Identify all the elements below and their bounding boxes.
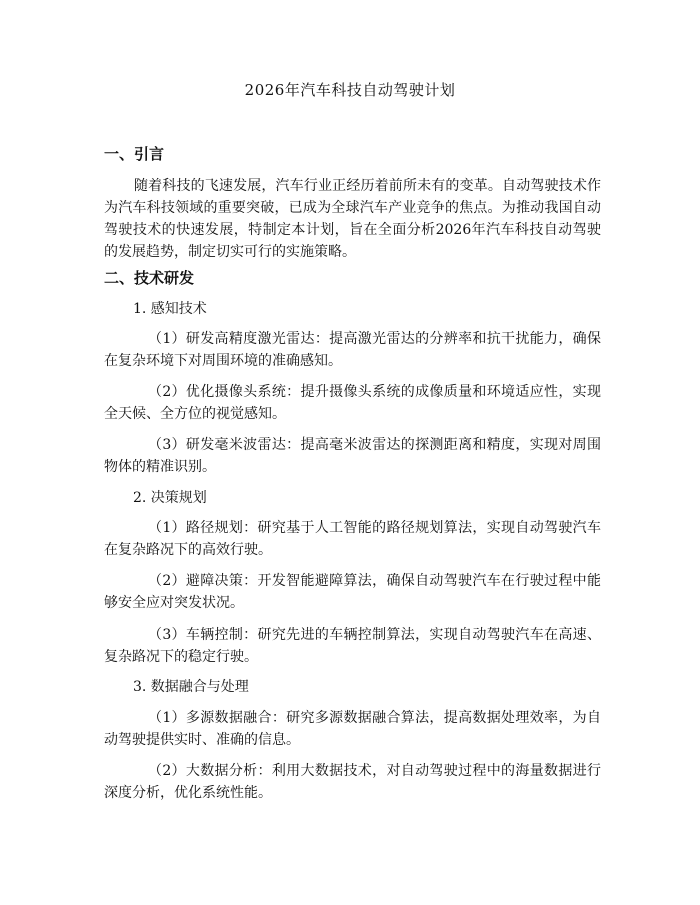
section-heading-tech-rd: 二、技术研发 bbox=[104, 269, 195, 287]
section-heading-introduction: 一、引言 bbox=[104, 145, 165, 163]
data-fusion-item-2: （2）大数据分析：利用大数据技术，对自动驾驶过程中的海量数据进行深度分析，优化系统性能。 bbox=[104, 763, 601, 801]
subsection-heading-decision: 2. 决策规划 bbox=[133, 490, 207, 506]
decision-item-3: （3）车辆控制：研究先进的车辆控制算法，实现自动驾驶汽车在高速、复杂路况下的稳定行驶。 bbox=[104, 627, 601, 665]
decision-item-1: （1）路径规划：研究基于人工智能的路径规划算法，实现自动驾驶汽车在复杂路况下的高效行驶。 bbox=[104, 520, 601, 558]
decision-item-2: （2）避障决策：开发智能避障算法，确保自动驾驶汽车在行驶过程中能够安全应对突发状况。 bbox=[104, 573, 601, 611]
data-fusion-item-1: （1）多源数据融合：研究多源数据融合算法，提高数据处理效率，为自动驾驶提供实时、准确的信息。 bbox=[104, 710, 601, 748]
perception-item-3: （3）研发毫米波雷达：提高毫米波雷达的探测距离和精度，实现对周围物体的精准识别。 bbox=[104, 437, 601, 475]
document-title: 2026年汽车科技自动驾驶计划 bbox=[244, 81, 456, 99]
perception-item-2: （2）优化摄像头系统：提升摄像头系统的成像质量和环境适应性，实现全天候、全方位的视觉感知。 bbox=[104, 384, 601, 422]
perception-item-1: （1）研发高精度激光雷达：提高激光雷达的分辨率和抗干扰能力，确保在复杂环境下对周围环境的准确感知。 bbox=[104, 331, 601, 369]
introduction-paragraph: 随着科技的飞速发展，汽车行业正经历着前所未有的变革。自动驾驶技术作为汽车科技领域的重要突破，已成为全球汽车产业竞争的焦点。为推动我国自动驾驶技术的快速发展，特制定本计划，旨在全面分析2026年汽车科技自动驾驶的发展趋势，制定切实可行的实施策略。 bbox=[104, 178, 601, 260]
subsection-heading-data-fusion: 3. 数据融合与处理 bbox=[133, 679, 249, 695]
subsection-heading-perception: 1. 感知技术 bbox=[133, 301, 207, 317]
